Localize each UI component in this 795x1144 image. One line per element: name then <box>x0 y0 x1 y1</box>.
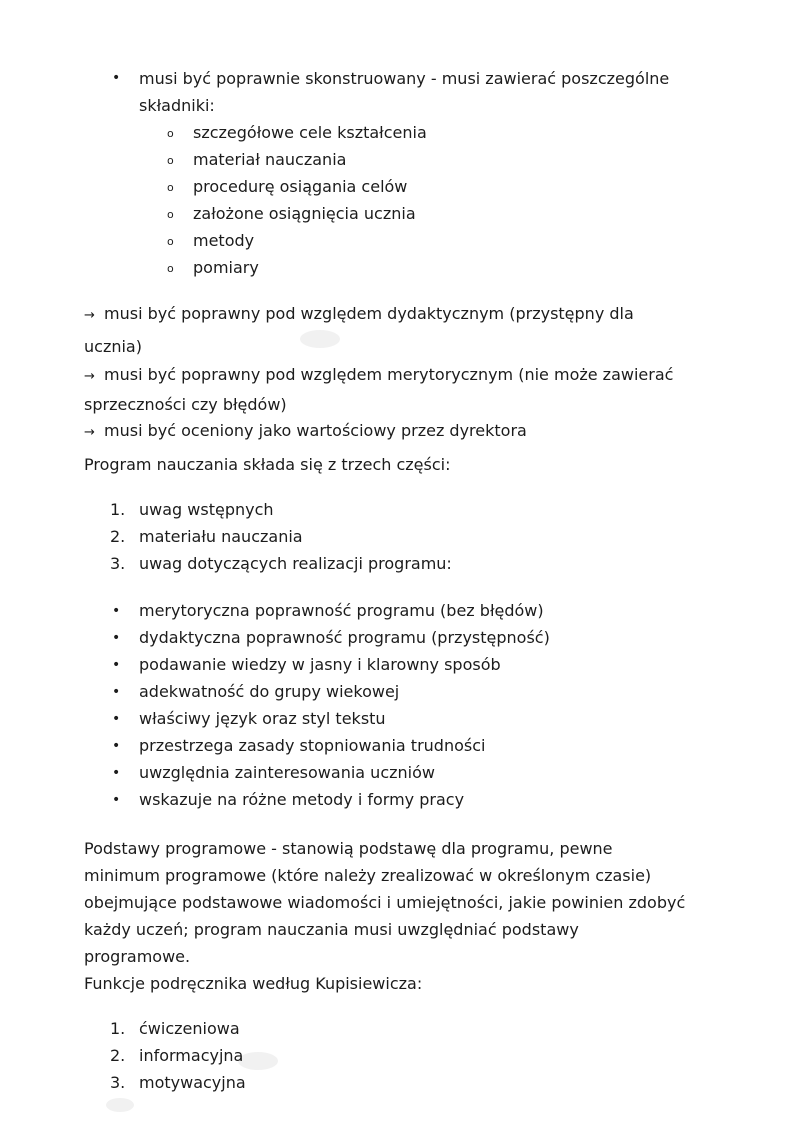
criteria-item: merytoryczna poprawność programu (bez błędów) <box>139 601 544 620</box>
scan-smudge <box>238 1052 278 1070</box>
scan-smudge <box>300 330 340 348</box>
program-intro: Program nauczania składa się z trzech części: <box>84 455 451 474</box>
list-number: 1. <box>110 1019 126 1038</box>
arrow-item-1-line1: musi być poprawny pod względem dydaktycznym (przystępny dla <box>104 304 634 323</box>
criteria-item: przestrzega zasady stopniowania trudności <box>139 736 486 755</box>
program-part: uwag dotyczących realizacji programu: <box>139 554 452 573</box>
program-part: materiału nauczania <box>139 527 303 546</box>
criteria-item: uwzględnia zainteresowania uczniów <box>139 763 435 782</box>
list-number: 3. <box>110 554 126 573</box>
sub-item: metody <box>193 231 255 250</box>
list-number: 2. <box>110 527 126 546</box>
bullet-marker: • <box>112 738 121 754</box>
podrecznik-function: ćwiczeniowa <box>139 1019 240 1038</box>
podrecznik-function: informacyjna <box>139 1046 244 1065</box>
arrow-item-1-line2: ucznia) <box>84 337 142 356</box>
arrow-item-2-line1: musi być poprawny pod względem merytorycznym (nie może zawierać <box>104 365 674 384</box>
arrow-marker: → <box>84 308 95 323</box>
podstawy-line5: programowe. <box>84 947 191 966</box>
podstawy-line2: minimum programowe (które należy zrealizować w określonym czasie) <box>84 866 652 885</box>
bullet-text-line1: musi być poprawnie skonstruowany - musi zawierać poszczególne <box>139 69 670 88</box>
podrecznik-intro: Funkcje podręcznika według Kupisiewicza: <box>84 974 423 993</box>
sub-item: szczegółowe cele kształcenia <box>193 123 427 142</box>
podstawy-line3: obejmujące podstawowe wiadomości i umiejętności, jakie powinien zdobyć <box>84 893 686 912</box>
bullet-marker: • <box>112 711 121 727</box>
sub-bullet-marker: o <box>167 262 174 275</box>
criteria-item: podawanie wiedzy w jasny i klarowny sposób <box>139 655 501 674</box>
bullet-text-line2: składniki: <box>139 96 215 115</box>
podrecznik-function: motywacyjna <box>139 1073 246 1092</box>
sub-bullet-marker: o <box>167 181 174 194</box>
criteria-item: dydaktyczna poprawność programu (przystępność) <box>139 628 550 647</box>
criteria-item: właściwy język oraz styl tekstu <box>139 709 386 728</box>
arrow-marker: → <box>84 369 95 384</box>
podstawy-line4: każdy uczeń; program nauczania musi uwzględniać podstawy <box>84 920 579 939</box>
sub-item: procedurę osiągania celów <box>193 177 408 196</box>
bullet-marker: • <box>112 765 121 781</box>
bullet-marker: • <box>112 630 121 646</box>
arrow-item-2-line2: sprzeczności czy błędów) <box>84 395 287 414</box>
scan-smudge <box>106 1098 134 1112</box>
arrow-marker: → <box>84 425 95 440</box>
sub-bullet-marker: o <box>167 208 174 221</box>
list-number: 2. <box>110 1046 126 1065</box>
sub-bullet-marker: o <box>167 235 174 248</box>
sub-bullet-marker: o <box>167 127 174 140</box>
list-number: 3. <box>110 1073 126 1092</box>
program-part: uwag wstępnych <box>139 500 274 519</box>
podstawy-line1: Podstawy programowe - stanowią podstawę dla programu, pewne <box>84 839 613 858</box>
arrow-item-3: musi być oceniony jako wartościowy przez dyrektora <box>104 421 527 440</box>
bullet-marker: • <box>112 70 121 86</box>
sub-bullet-marker: o <box>167 154 174 167</box>
bullet-marker: • <box>112 684 121 700</box>
sub-item: materiał nauczania <box>193 150 347 169</box>
sub-item: założone osiągnięcia ucznia <box>193 204 416 223</box>
criteria-item: adekwatność do grupy wiekowej <box>139 682 400 701</box>
criteria-item: wskazuje na różne metody i formy pracy <box>139 790 465 809</box>
list-number: 1. <box>110 500 126 519</box>
sub-item: pomiary <box>193 258 259 277</box>
bullet-marker: • <box>112 603 121 619</box>
bullet-marker: • <box>112 657 121 673</box>
bullet-marker: • <box>112 792 121 808</box>
